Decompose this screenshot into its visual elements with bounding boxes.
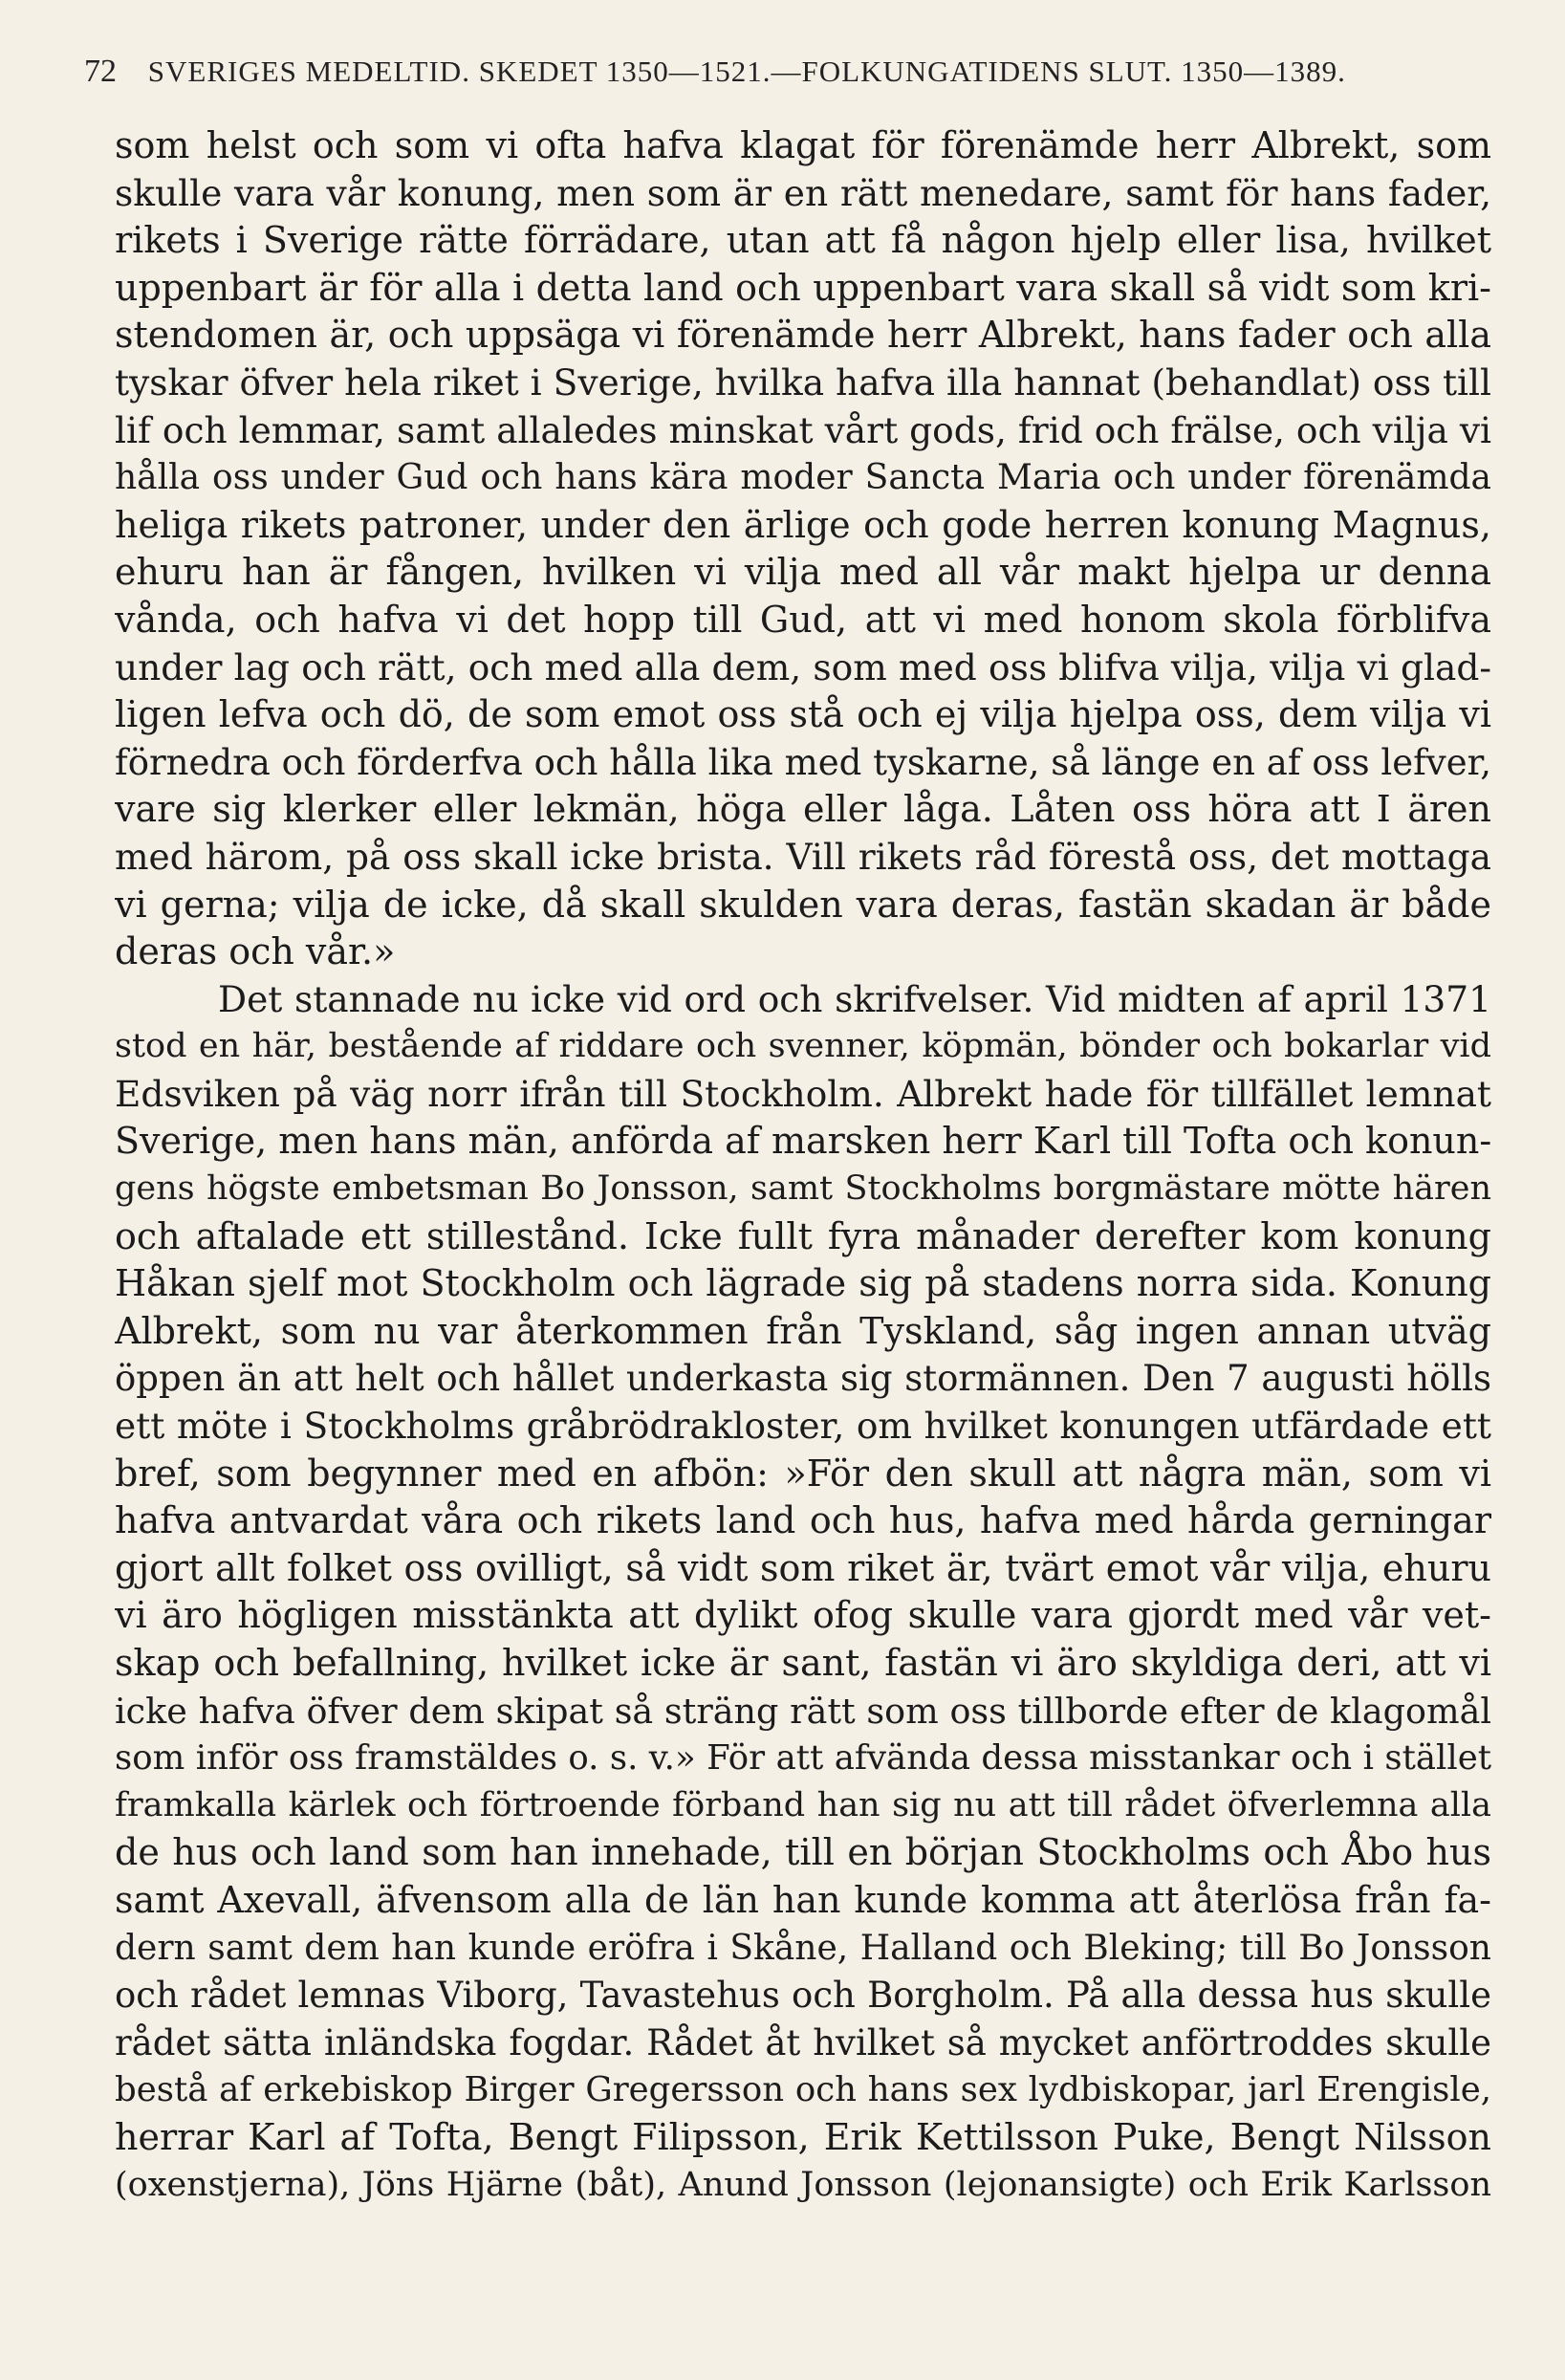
- text-line: Sverige, men hans män, anförda af marsken herr Karl till Tofta och konun-: [115, 1120, 1491, 1163]
- text-line: hålla oss under Gud och hans kära moder Sancta Maria och under förenämda: [115, 458, 1491, 498]
- text-line: Håkan sjelf mot Stockholm och lägrade sig på stadens norra sida. Konung: [115, 1262, 1491, 1305]
- text-line: vånda, och hafva vi det hopp till Gud, att vi med honom skola förblifva: [115, 598, 1491, 641]
- text-line: dern samt dem han kunde eröfra i Skåne, Halland och Bleking; till Bo Jonsson: [115, 1928, 1491, 1968]
- page-number: 72: [84, 54, 117, 89]
- text-line: öppen än att helt och hållet underkasta sig stormännen. Den 7 augusti hölls: [115, 1358, 1491, 1400]
- text-line: med härom, på oss skall icke brista. Vill rikets råd förestå oss, det mottaga: [115, 835, 1491, 878]
- text-line: ligen lefva och dö, de som emot oss stå och ej vilja hjelpa oss, dem vilja vi: [115, 693, 1491, 736]
- text-line: och aftalade ett stillestånd. Icke fullt fyra månader derefter kom konung: [115, 1214, 1491, 1257]
- text-line: (oxenstjerna), Jöns Hjärne (båt), Anund Jonsson (lejonansigte) och Erik Karlsson: [115, 2165, 1491, 2204]
- text-line: skap och befallning, hvilket icke är sant, fastän vi äro skyldiga deri, att vi: [115, 1642, 1491, 1684]
- text-line: och rådet lemnas Viborg, Tavastehus och Borgholm. På alla dessa hus skulle: [115, 1975, 1491, 2017]
- text-line: herrar Karl af Tofta, Bengt Filipsson, Erik Kettilsson Puke, Bengt Nilsson: [115, 2115, 1491, 2158]
- text-line: skulle vara vår konung, men som är en rätt menedare, samt för hans fader,: [115, 171, 1491, 214]
- text-line: under lag och rätt, och med alla dem, som med oss blifva vilja, vilja vi glad-: [115, 645, 1491, 688]
- text-line: heliga rikets patroner, under den ärlige och gode herren konung Magnus,: [115, 503, 1491, 546]
- text-line: de hus och land som han innehade, till en början Stockholms och Åbo hus: [115, 1831, 1491, 1874]
- text-line: bref, som begynner med en afbön: »För den skull att några män, som vi: [115, 1452, 1491, 1495]
- text-line: samt Axevall, äfvensom alla de län han kunde komma att återlösa från fa-: [115, 1878, 1491, 1921]
- text-line: stod en här, bestående af riddare och svenner, köpmän, bönder och bokarlar vid: [115, 1027, 1491, 1066]
- text-line: förnedra och förderfva och hålla lika med tyskarne, så länge en af oss lefver,: [115, 741, 1491, 783]
- body-text: [115, 122, 1491, 2209]
- text-line: ehuru han är fången, hvilken vi vilja med all vår makt hjelpa ur denna: [115, 551, 1491, 594]
- text-line: ett möte i Stockholms gråbrödrakloster, om hvilket konungen utfärdade ett: [115, 1405, 1491, 1448]
- text-line: hafva antvardat våra och rikets land och hus, hafva med hårda gerningar: [115, 1499, 1491, 1542]
- text-line: icke hafva öfver dem skipat så sträng rätt som oss tillborde efter de klagomål: [115, 1690, 1491, 1732]
- text-line: som helst och som vi ofta hafva klagat för förenämde herr Albrekt, som: [115, 124, 1491, 166]
- paragraph-start-line: Det stannade nu icke vid ord och skrifvelser. Vid midten af april 1371: [218, 977, 1491, 1020]
- text-line: uppenbart är för alla i detta land och uppenbart vara skall så vidt som kri-: [115, 266, 1491, 309]
- text-line: Edsviken på väg norr ifrån till Stockholm. Albrekt hade för tillfället lemnat: [115, 1072, 1491, 1115]
- text-line: gens högste embetsman Bo Jonsson, samt Stockholms borgmästare mötte hären: [115, 1169, 1491, 1209]
- text-line: rikets i Sverige rätte förrädare, utan att få någon hjelp eller lisa, hvilket: [115, 219, 1491, 262]
- running-title: SVERIGES MEDELTID. SKEDET 1350—1521.—FOLKUNGATIDENS SLUT. 1350—1389.: [147, 55, 1346, 88]
- text-line: stendomen är, och uppsäga vi förenämde herr Albrekt, hans fader och alla: [115, 314, 1491, 357]
- text-line: Albrekt, som nu var återkommen från Tyskland, såg ingen annan utväg: [115, 1309, 1491, 1352]
- text-line: bestå af erkebiskop Birger Gregersson och hans sex lydbiskopar, jarl Erengisle,: [115, 2070, 1491, 2110]
- text-line: som inför oss framstäldes o. s. v.» För att afvända dessa misstankar och i stället: [115, 1738, 1491, 1779]
- text-line: tyskar öfver hela riket i Sverige, hvilka hafva illa hannat (behandlat) oss till: [115, 360, 1491, 404]
- running-head: [84, 54, 1499, 90]
- text-line: lif och lemmar, samt allaledes minskat vårt gods, frid och frälse, och vilja vi: [115, 408, 1491, 451]
- text-line: rådet sätta inländska fogdar. Rådet åt hvilket så mycket anförtroddes skulle: [115, 2021, 1491, 2063]
- text-line: vare sig klerker eller lekmän, höga eller låga. Låten oss höra att I ären: [115, 788, 1491, 831]
- text-line: framkalla kärlek och förtroende förband han sig nu att till rådet öfverlemna alla: [115, 1785, 1491, 1824]
- text-line: vi äro högligen misstänkta att dylikt ofog skulle vara gjordt med vår vet-: [115, 1594, 1491, 1637]
- paragraph-end-line: deras och vår.»: [115, 930, 396, 973]
- text-line: vi gerna; vilja de icke, då skall skulden vara deras, fastän skadan är både: [115, 883, 1491, 926]
- text-line: gjort allt folket oss ovilligt, så vidt som riket är, tvärt emot vår vilja, ehuru: [115, 1546, 1491, 1589]
